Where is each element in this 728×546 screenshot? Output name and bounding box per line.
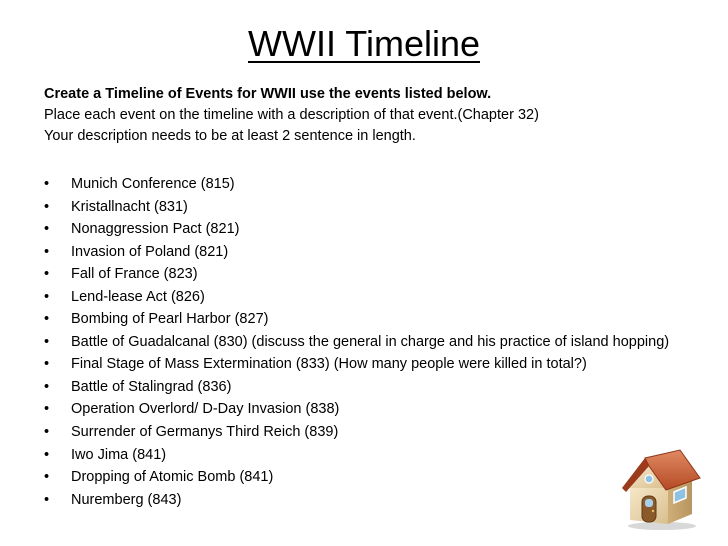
event-item	[44, 241, 704, 264]
bullet-icon: •	[44, 198, 50, 215]
event-label: Surrender of Germanys Third Reich (839)	[71, 424, 339, 441]
bullet-icon: •	[44, 491, 50, 508]
event-item	[44, 263, 704, 286]
event-label: Bombing of Pearl Harbor (827)	[71, 311, 269, 328]
event-label: Fall of France (823)	[71, 266, 198, 283]
bullet-icon: •	[44, 221, 50, 238]
event-label: Dropping of Atomic Bomb (841)	[71, 469, 274, 486]
event-label: Battle of Stalingrad (836)	[71, 378, 232, 395]
instruction-line-3: Your description needs to be at least 2 sentence in length.	[44, 128, 416, 144]
event-label: Final Stage of Mass Extermination (833) (How many people were killed in total?)	[71, 356, 587, 373]
event-item	[44, 376, 704, 399]
event-item	[44, 173, 704, 196]
bullet-icon: •	[44, 378, 50, 395]
bullet-icon: •	[44, 424, 50, 441]
bullet-icon: •	[44, 176, 50, 192]
bullet-icon: •	[44, 288, 50, 305]
event-item	[44, 308, 704, 331]
instruction-line-2: Place each event on the timeline with a description of that event.(Chapter 32)	[44, 107, 539, 123]
bullet-icon: •	[44, 333, 50, 350]
event-list	[44, 173, 704, 511]
bullet-icon: •	[44, 356, 50, 373]
event-item	[44, 489, 704, 512]
event-item	[44, 218, 704, 241]
event-label: Battle of Guadalcanal (830) (discuss the general in charge and his practice of island hopping)	[71, 333, 670, 350]
event-item	[44, 353, 704, 376]
bullet-icon: •	[44, 401, 50, 418]
event-item	[44, 444, 704, 467]
instructions	[44, 84, 704, 147]
event-label: Operation Overlord/ D-Day Invasion (838)	[71, 401, 340, 418]
event-label: Lend-lease Act (826)	[71, 288, 205, 305]
event-item	[44, 466, 704, 489]
event-item	[44, 286, 704, 309]
event-label: Nuremberg (843)	[71, 491, 182, 508]
event-label: Invasion of Poland (821)	[71, 243, 229, 260]
event-item	[44, 421, 704, 444]
bullet-icon: •	[44, 266, 50, 283]
home-button[interactable]	[618, 448, 702, 532]
bullet-icon: •	[44, 469, 50, 486]
bullet-icon: •	[44, 446, 50, 463]
event-label: Munich Conference (815)	[71, 176, 235, 192]
event-label: Iwo Jima (841)	[71, 446, 167, 463]
bullet-icon: •	[44, 311, 50, 328]
event-item	[44, 196, 704, 219]
instruction-line-1: Create a Timeline of Events for WWII use the events listed below.	[44, 86, 492, 102]
event-label: Nonaggression Pact (821)	[71, 221, 240, 238]
event-item	[44, 331, 704, 354]
house-icon	[618, 448, 702, 532]
event-item	[44, 398, 704, 421]
page-title	[0, 22, 728, 66]
event-label: Kristallnacht (831)	[71, 198, 188, 215]
bullet-icon: •	[44, 243, 50, 260]
title-text: WWII Timeline	[247, 23, 480, 64]
